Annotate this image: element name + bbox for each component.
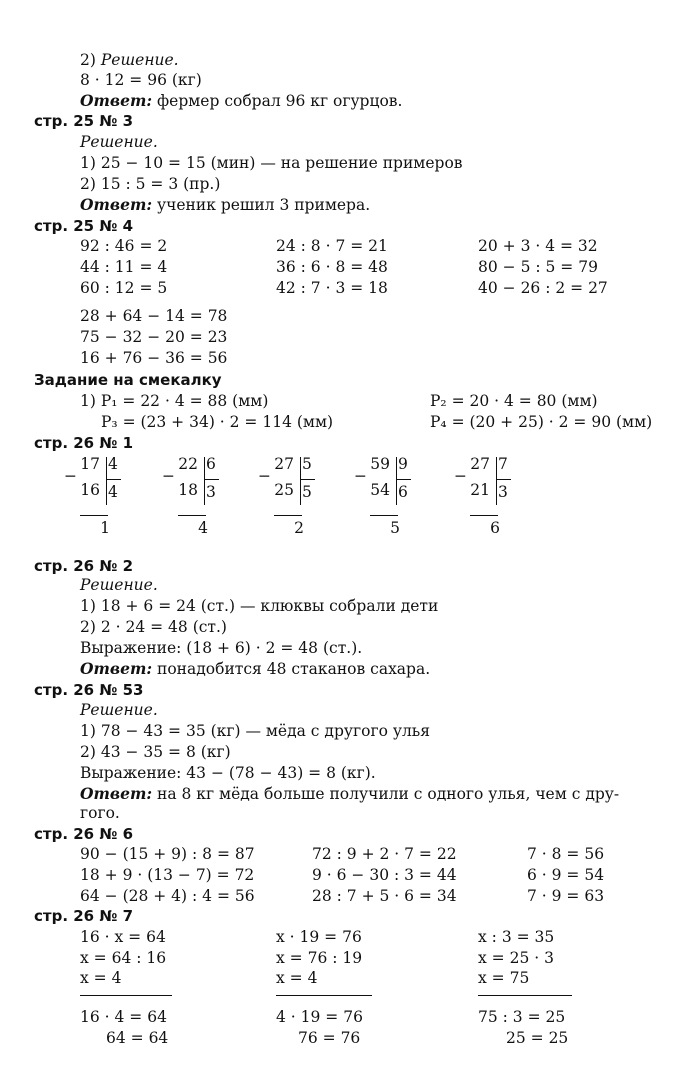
answer-line (80, 784, 619, 804)
expression: 36 : 6 · 8 = 48 (276, 258, 388, 276)
answer-text: ученик решил 3 примера. (157, 196, 371, 214)
section-heading: стр. 26 № 53 (34, 681, 144, 699)
remainder-line (274, 515, 302, 516)
expression: 44 : 11 = 4 (80, 258, 168, 276)
expression: 24 : 8 · 7 = 21 (276, 237, 388, 255)
equation: x = 25 · 3 (478, 949, 554, 967)
quotient: 6 (398, 483, 408, 501)
expression: 20 + 3 · 4 = 32 (478, 237, 598, 255)
solution-step-1: 1) 18 + 6 = 24 (ст.) — клюквы собрали дети (80, 597, 439, 615)
expression: 9 · 6 − 30 : 3 = 44 (312, 866, 457, 884)
solution-step-1: 1) 25 − 10 = 15 (мин) — на решение примеров (80, 154, 463, 172)
separator-line (80, 995, 172, 996)
division-bar (496, 457, 497, 505)
answer-line (80, 91, 402, 111)
long-division (64, 455, 142, 537)
answer-line (80, 659, 430, 679)
product: 18 (178, 481, 198, 499)
solution-label: Решение. (80, 701, 158, 719)
equation: x = 4 (276, 969, 318, 987)
long-division (354, 455, 432, 537)
answer-continuation: гого. (80, 804, 120, 822)
divisor: 6 (206, 455, 216, 473)
perimeter-4: P₄ = (20 + 25) · 2 = 90 (мм) (430, 413, 653, 431)
divisor: 7 (498, 455, 508, 473)
section-heading: стр. 26 № 1 (34, 434, 134, 452)
solution-step-2: 2) 2 · 24 = 48 (ст.) (80, 618, 227, 636)
dividend: 27 (470, 455, 490, 473)
equation: x · 19 = 76 (276, 928, 362, 946)
product: 21 (470, 481, 490, 499)
section-heading: Задание на смекалку (34, 371, 222, 389)
solution-step-2: 2) 43 − 35 = 8 (кг) (80, 743, 231, 761)
equation: x = 75 (478, 969, 530, 987)
solution-step-2: 2) 15 : 5 = 3 (пр.) (80, 175, 221, 193)
minus-sign: − (354, 467, 367, 485)
section-heading: стр. 26 № 2 (34, 557, 134, 575)
item-number: 2) (80, 51, 96, 69)
remainder-line (80, 515, 108, 516)
answer-text: на 8 кг мёда больше получили с одного улья, чем с дру- (157, 785, 620, 803)
remainder: 6 (490, 519, 500, 537)
minus-sign: − (258, 467, 271, 485)
answer-label: Ответ: (80, 195, 153, 214)
check-line: 25 = 25 (506, 1029, 569, 1047)
dividend: 22 (178, 455, 198, 473)
check-line: 75 : 3 = 25 (478, 1008, 566, 1026)
division-bar (204, 457, 205, 505)
quotient: 3 (498, 483, 508, 501)
expression: 40 − 26 : 2 = 27 (478, 279, 608, 297)
solution-label: Решение. (80, 576, 158, 594)
solution-label: Решение. (100, 51, 179, 69)
expression: 16 + 76 − 36 = 56 (80, 349, 228, 367)
minus-sign: − (454, 467, 467, 485)
equation: x = 4 (80, 969, 122, 987)
quotient-bar (205, 479, 219, 480)
equation: x = 76 : 19 (276, 949, 363, 967)
remainder-line (470, 515, 498, 516)
expression: 90 − (15 + 9) : 8 = 87 (80, 845, 255, 863)
answer-label: Ответ: (80, 91, 153, 110)
remainder: 4 (198, 519, 208, 537)
expression: 18 + 9 · (13 − 7) = 72 (80, 866, 255, 884)
perimeter-3: P₃ = (23 + 34) · 2 = 114 (мм) (101, 413, 334, 431)
section-heading: стр. 26 № 6 (34, 825, 134, 843)
long-division (258, 455, 336, 537)
expression: 28 : 7 + 5 · 6 = 34 (312, 887, 457, 905)
dividend: 59 (370, 455, 390, 473)
answer-line (80, 195, 370, 215)
perimeter-1: 1) P₁ = 22 · 4 = 88 (мм) (80, 392, 269, 410)
quotient-bar (397, 479, 411, 480)
product: 16 (80, 481, 100, 499)
answer-label: Ответ: (80, 659, 153, 678)
quotient: 4 (108, 483, 118, 501)
expression: 7 · 9 = 63 (527, 887, 605, 905)
division-bar (300, 457, 301, 505)
expression: 64 − (28 + 4) : 4 = 56 (80, 887, 255, 905)
divisor: 9 (398, 455, 408, 473)
solution-line (80, 50, 179, 70)
check-line: 64 = 64 (106, 1029, 169, 1047)
divisor: 5 (302, 455, 312, 473)
expression: 60 : 12 = 5 (80, 279, 168, 297)
equation: x : 3 = 35 (478, 928, 555, 946)
expression-line: Выражение: (18 + 6) · 2 = 48 (ст.). (80, 639, 363, 657)
product: 25 (274, 481, 294, 499)
section-heading: стр. 26 № 7 (34, 907, 134, 925)
separator-line (276, 995, 372, 996)
minus-sign: − (162, 467, 175, 485)
long-division (454, 455, 532, 537)
expression: 75 − 32 − 20 = 23 (80, 328, 228, 346)
quotient: 3 (206, 483, 216, 501)
long-division (162, 455, 240, 537)
expression-line: Выражение: 43 − (78 − 43) = 8 (кг). (80, 764, 376, 782)
expression: 72 : 9 + 2 · 7 = 22 (312, 845, 457, 863)
equation: 16 · x = 64 (80, 928, 166, 946)
separator-line (478, 995, 572, 996)
answer-text: фермер собрал 96 кг огурцов. (157, 92, 403, 110)
check-line: 4 · 19 = 76 (276, 1008, 363, 1026)
equation: x = 64 : 16 (80, 949, 167, 967)
quotient-bar (301, 479, 315, 480)
expression: 42 : 7 · 3 = 18 (276, 279, 388, 297)
expression: 6 · 9 = 54 (527, 866, 605, 884)
section-heading: стр. 25 № 3 (34, 112, 134, 130)
dividend: 17 (80, 455, 100, 473)
section-heading: стр. 25 № 4 (34, 217, 134, 235)
solution-step-1: 1) 78 − 43 = 35 (кг) — мёда с другого улья (80, 722, 431, 740)
answer-text: понадобится 48 стаканов сахара. (157, 660, 431, 678)
quotient-bar (107, 479, 121, 480)
product: 54 (370, 481, 390, 499)
check-line: 76 = 76 (298, 1029, 361, 1047)
division-bar (396, 457, 397, 505)
remainder: 5 (390, 519, 400, 537)
answer-label: Ответ: (80, 784, 153, 803)
quotient-bar (497, 479, 511, 480)
quotient: 5 (302, 483, 312, 501)
division-bar (106, 457, 107, 505)
expression: 7 · 8 = 56 (527, 845, 605, 863)
remainder-line (370, 515, 398, 516)
dividend: 27 (274, 455, 294, 473)
divisor: 4 (108, 455, 118, 473)
check-line: 16 · 4 = 64 (80, 1008, 167, 1026)
minus-sign: − (64, 467, 77, 485)
expression: 80 − 5 : 5 = 79 (478, 258, 598, 276)
solution-label: Решение. (80, 133, 158, 151)
remainder: 1 (100, 519, 110, 537)
perimeter-2: P₂ = 20 · 4 = 80 (мм) (430, 392, 598, 410)
equation-line: 8 · 12 = 96 (кг) (80, 71, 202, 89)
remainder: 2 (294, 519, 304, 537)
remainder-line (178, 515, 206, 516)
expression: 92 : 46 = 2 (80, 237, 168, 255)
expression: 28 + 64 − 14 = 78 (80, 307, 228, 325)
